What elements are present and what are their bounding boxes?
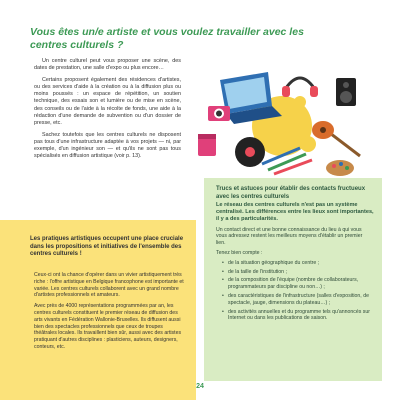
speaker-icon <box>336 78 356 106</box>
tips-intro: Un contact direct et une bonne connaissance du lieu à qui vous vous adressez restent les meilleurs moyens d'établir un premier lien. <box>216 226 363 247</box>
tips-network-text: Le réseau des centres culturels n'est pas un système centralisé. Les différences entre les lieux sont importantes, il y a des particularités. <box>216 202 374 222</box>
tips-list <box>222 260 374 322</box>
list-item: • des caractéristiques de l'infrastructure (salles d'exposition, de spectacle, jauge, dimensions du plateau…) ; <box>222 293 374 307</box>
practices-paragraph: Avec près de 4000 représentations programmées par an, les centres culturels constituent le premier réseau de diffusion des arts vivants en Fédération Wallonie-Bruxelles. Ils diffusent aussi bien des spectacles professionnels que ceux de troupes théâtrales locales. Ils travaillent bien sûr, aussi avec des artistes pratiquant d'autres disciplines : plasticiens, auteurs, designers, conteurs, etc. <box>34 303 182 350</box>
page-heading: Vous êtes un/e artiste et vous voulez travailler avec les centres culturels ? <box>30 26 304 51</box>
guitar-icon <box>312 121 360 156</box>
practices-paragraph: Ceux-ci ont la chance d'opérer dans un vivier artistiquement très riche : l'offre artistique en Belgique francophone est importante et variée. Les centres culturels collaborent avec un grand nombre d'artistes professionnels et amateurs. <box>34 272 184 299</box>
tips-content <box>204 186 382 324</box>
tips-box <box>204 178 382 381</box>
list-item: • de la taille de l'institution ; <box>222 269 374 276</box>
intro-paragraph: Sachez toutefois que les centres culturels ne disposent pas tous d'une infrastructure adaptée à vos projets — ni, par exemple, d'un ingénieur son — et qu'ils ne sont pas tous spécialisés en diffusion artistique (voir p. 13). <box>34 131 181 160</box>
list-item: • de la composition de l'équipe (nombre de collaborateurs, programmateurs par discipline ou non…) ; <box>222 277 374 291</box>
list-item: • de la situation géographique du centre ; <box>222 260 374 267</box>
list-item: • des activités annuelles et du programme tels qu'annoncés sur Internet ou dans les publications de saison. <box>222 309 374 323</box>
tips-lead: Tenez bien compte : <box>216 249 263 256</box>
practices-title: Les pratiques artistiques occupent une place cruciale dans les propositions et initiatives de l'ensemble des centres culturels ! <box>30 236 184 258</box>
paint-palette-icon <box>326 160 354 176</box>
tips-title: Trucs et astuces pour établir des contacts fructueux avec les centres culturels <box>216 186 366 200</box>
intro-paragraph: Un centre culturel peut vous proposer une scène, des dates de prestation, une salle d'expo ou plus encore… <box>34 58 181 72</box>
page-number: 24 <box>196 383 204 390</box>
camera-icon <box>208 106 230 121</box>
vinyl-record-icon <box>235 137 265 167</box>
intro-paragraph: Certains proposent également des résidences d'artistes, ou des services d'aide à la création ou à la diffusion plus ou moins poussés : un espace de répétition, un soutien technique, des essais son et lumière ou de mise en scène, des conseils ou de l'aide à la récolte de fonds, une aide à la rédaction d'une demande de subvention ou d'un dossier de presse, etc. <box>34 77 181 126</box>
arts-illustration <box>190 60 372 178</box>
intro-text <box>34 58 181 165</box>
headphones-icon <box>282 78 318 97</box>
practices-box <box>0 220 196 400</box>
paint-can-icon <box>198 134 216 156</box>
practices-body <box>34 272 184 355</box>
